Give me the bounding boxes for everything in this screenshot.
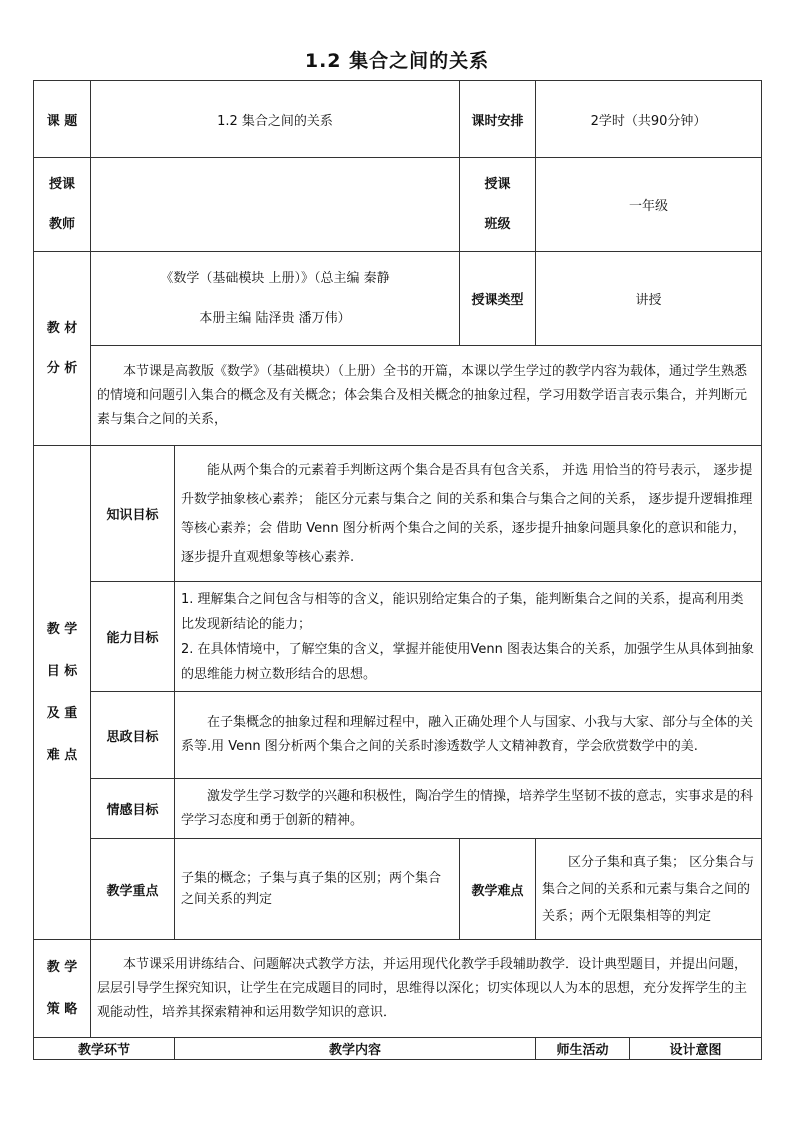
ability-label: 能力目标 (91, 582, 175, 692)
strategy-label: 教 学 策 略 (34, 940, 91, 1038)
key-difficulty-row (34, 839, 762, 940)
ability-row (34, 582, 762, 692)
lesson-plan-table (33, 80, 762, 1060)
knowledge-text: 能从两个集合的元素着手判断这两个集合是否具有包含关系， 并选 用恰当的符号表示， 逐步提升数学抽象核心素养； 能区分元素与集合之 间的关系和集合与集合之间的关系， 逐步提升逻辑推理等核心素养；会 借助 Venn 图分析两个集合之间的关系，逐步提升抽象问题具象化的意识和能力，逐步提升直观想象等核心素养. (175, 446, 762, 582)
ideology-row (34, 692, 762, 779)
schedule-label: 课时安排 (460, 81, 536, 158)
knowledge-row (34, 446, 762, 582)
footer-activity-header: 师生活动 (536, 1038, 630, 1060)
analysis-row (34, 346, 762, 446)
footer-intent-header: 设计意图 (630, 1038, 762, 1060)
emotion-label: 情感目标 (91, 779, 175, 839)
goals-label: 教 学 目 标 及 重 难 点 (34, 446, 91, 940)
class-value: 一年级 (536, 158, 762, 252)
type-value: 讲授 (536, 252, 762, 346)
class-label: 授课 班级 (460, 158, 536, 252)
textbook-info: 《数学（基础模块 上册）》（总主编 秦静 本册主编 陆泽贵 潘万伟） (91, 252, 460, 346)
teacher-row (34, 158, 762, 252)
strategy-row (34, 940, 762, 1038)
analysis-label: 教 材 分 析 (34, 252, 91, 446)
knowledge-label: 知识目标 (91, 446, 175, 582)
ideology-text: 在子集概念的抽象过程和理解过程中，融入正确处理个人与国家、小我与大家、部分与全体的关系等.用 Venn 图分析两个集合之间的关系时渗透数学人文精神教育，学会欣赏数学中的美. (175, 692, 762, 779)
footer-section-header: 教学环节 (34, 1038, 175, 1060)
ability-item-2: 2. 在具体情境中，了解空集的含义，掌握并能使用Venn 图表达集合的关系，加强学生从具体到抽象的思维能力树立数形结合的思想。 (181, 641, 755, 682)
strategy-text: 本节课采用讲练结合、问题解决式教学方法，并运用现代化教学手段辅助教学．设计典型题目，并提出问题，层层引导学生探究知识，让学生在完成题目的同时，思维得以深化；切实体现以人为本的思想，充分发挥学生的主观能动性，培养其探索精神和运用数学知识的意识． (91, 940, 762, 1038)
teacher-value (91, 158, 460, 252)
topic-row (34, 81, 762, 158)
topic-value: 1.2 集合之间的关系 (91, 81, 460, 158)
textbook-row (34, 252, 762, 346)
difficulty-text: 区分子集和真子集； 区分集合与集合之间的关系和元素与集合之间的关系；两个无限集相等的判定 (536, 839, 762, 940)
ability-item-1: 1. 理解集合之间包含与相等的含义，能识别给定集合的子集，能判断集合之间的关系，提高利用类比发现新结论的能力； (181, 591, 744, 632)
emotion-text: 激发学生学习数学的兴趣和积极性，陶冶学生的情操，培养学生坚韧不拔的意志，实事求是的科学学习态度和勇于创新的精神。 (175, 779, 762, 839)
ability-text (175, 582, 762, 692)
teacher-label: 授课 教师 (34, 158, 91, 252)
footer-content-header: 教学内容 (175, 1038, 536, 1060)
emotion-row (34, 779, 762, 839)
type-label: 授课类型 (460, 252, 536, 346)
topic-label: 课 题 (34, 81, 91, 158)
key-label: 教学重点 (91, 839, 175, 940)
footer-row (34, 1038, 762, 1060)
difficulty-label: 教学难点 (460, 839, 536, 940)
page-title: 1.2 集合之间的关系 (304, 50, 490, 72)
key-text: 子集的概念；子集与真子集的区别；两个集合之间关系的判定 (175, 839, 460, 940)
analysis-paragraph: 本节课是高教版《数学》（基础模块）（上册）全书的开篇，本课以学生学过的教学内容为载体，通过学生熟悉的情境和问题引入集合的概念及有关概念；体会集合及相关概念的抽象过程，学习用数学语言表示集合，并判断元素与集合之间的关系， (91, 346, 762, 446)
schedule-value: 2学时（共90分钟） (536, 81, 762, 158)
ideology-label: 思政目标 (91, 692, 175, 779)
